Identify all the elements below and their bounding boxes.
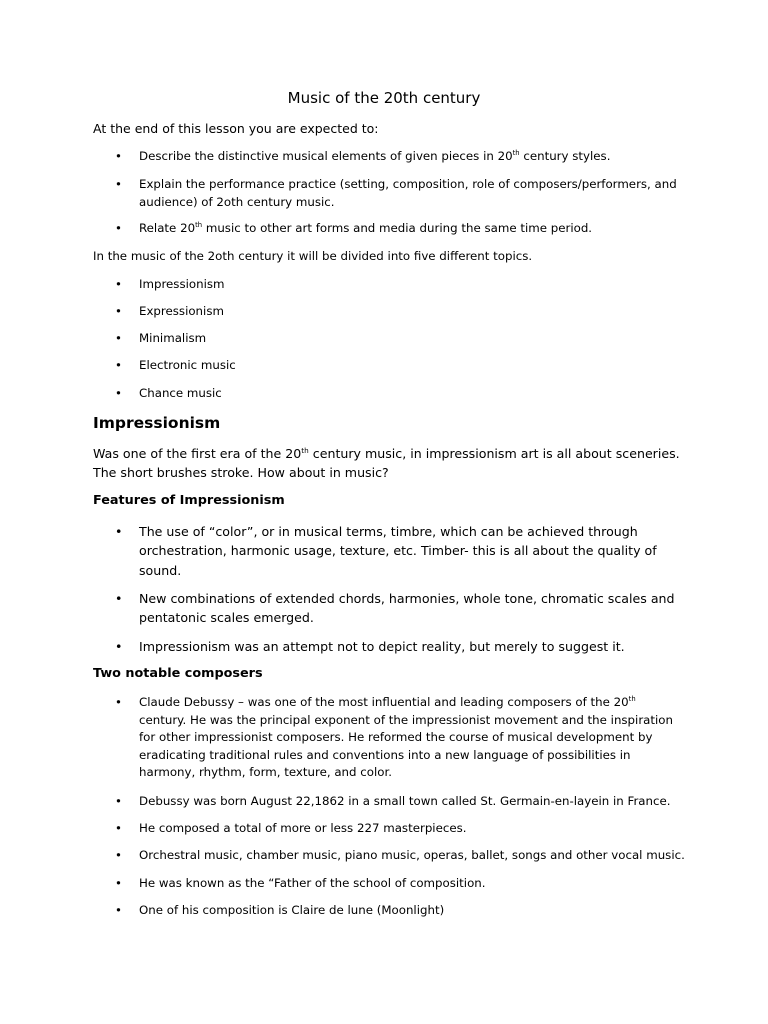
bullet-icon: • [115,794,122,808]
bullet-icon: • [115,695,122,709]
composers-heading: Two notable composers [93,666,263,681]
bullet-icon: • [115,221,122,235]
composer-item: • He composed a total of more or less 227 masterpieces. [139,820,699,838]
objectives-intro: At the end of this lesson you are expected to: [93,121,379,136]
objective-item: • Describe the distinctive musical elements of given pieces in 20th century styles. [139,148,699,166]
features-heading: Features of Impressionism [93,493,285,508]
bullet-icon: • [115,848,122,862]
topic-item: • Electronic music [139,357,699,375]
composer-item: • Orchestral music, chamber music, piano music, operas, ballet, songs and other vocal music. [139,847,699,865]
document-title: Music of the 20th century [287,89,481,107]
composer-item: • One of his composition is Claire de lune (Moonlight) [139,902,699,920]
feature-item: • The use of “color”, or in musical terms, timbre, which can be achieved through orchestration, harmonic usage, texture, etc. Timber- this is all about the quality of sound. [115,524,657,578]
composer-item: • Debussy was born August 22,1862 in a small town called St. Germain-en-layein in France. [139,793,699,811]
impressionism-paragraph: Was one of the first era of the 20th century music, in impressionism art is all about sceneries. [93,445,680,461]
bullet-icon: • [115,639,123,654]
bullet-icon: • [115,331,122,345]
topic-item: • Chance music [139,385,699,403]
bullet-icon: • [115,903,122,917]
section-heading-impressionism: Impressionism [93,414,221,432]
bullet-icon: • [115,177,122,191]
bullet-icon: • [115,358,122,372]
topics-intro: In the music of the 2oth century it will be divided into five different topics. [93,249,533,263]
bullet-icon: • [115,277,122,291]
bullet-icon: • [115,524,123,539]
feature-item: • Impressionism was an attempt not to depict reality, but merely to suggest it. [139,637,699,656]
bullet-icon: • [115,386,122,400]
topic-item: • Expressionism [139,303,699,321]
objective-item: • Relate 20th music to other art forms and media during the same time period. [139,220,699,238]
objective-item: • Explain the performance practice (setting, composition, role of composers/performers, and audience) of 2oth century music. [115,177,677,209]
topic-item: • Minimalism [139,330,699,348]
impressionism-paragraph-line2: The short brushes stroke. How about in music? [93,465,389,480]
topic-item: • Impressionism [139,276,699,294]
bullet-icon: • [115,876,122,890]
bullet-icon: • [115,821,122,835]
feature-item: • New combinations of extended chords, harmonies, whole tone, chromatic scales and pentatonic scales emerged. [115,591,675,626]
bullet-icon: • [115,149,122,163]
composer-item: • Claude Debussy – was one of the most influential and leading composers of the 20th century. He was the principal exponent of the impressionist movement and the inspiration for other impressionist composers. He reformed the course of musical development by eradicating traditional rules and conventions into a new language of possibilities in harmony, rhythm, form, texture, and color. [115,695,674,780]
composer-item: • He was known as the “Father of the school of composition. [139,875,699,893]
bullet-icon: • [115,591,123,606]
bullet-icon: • [115,304,122,318]
